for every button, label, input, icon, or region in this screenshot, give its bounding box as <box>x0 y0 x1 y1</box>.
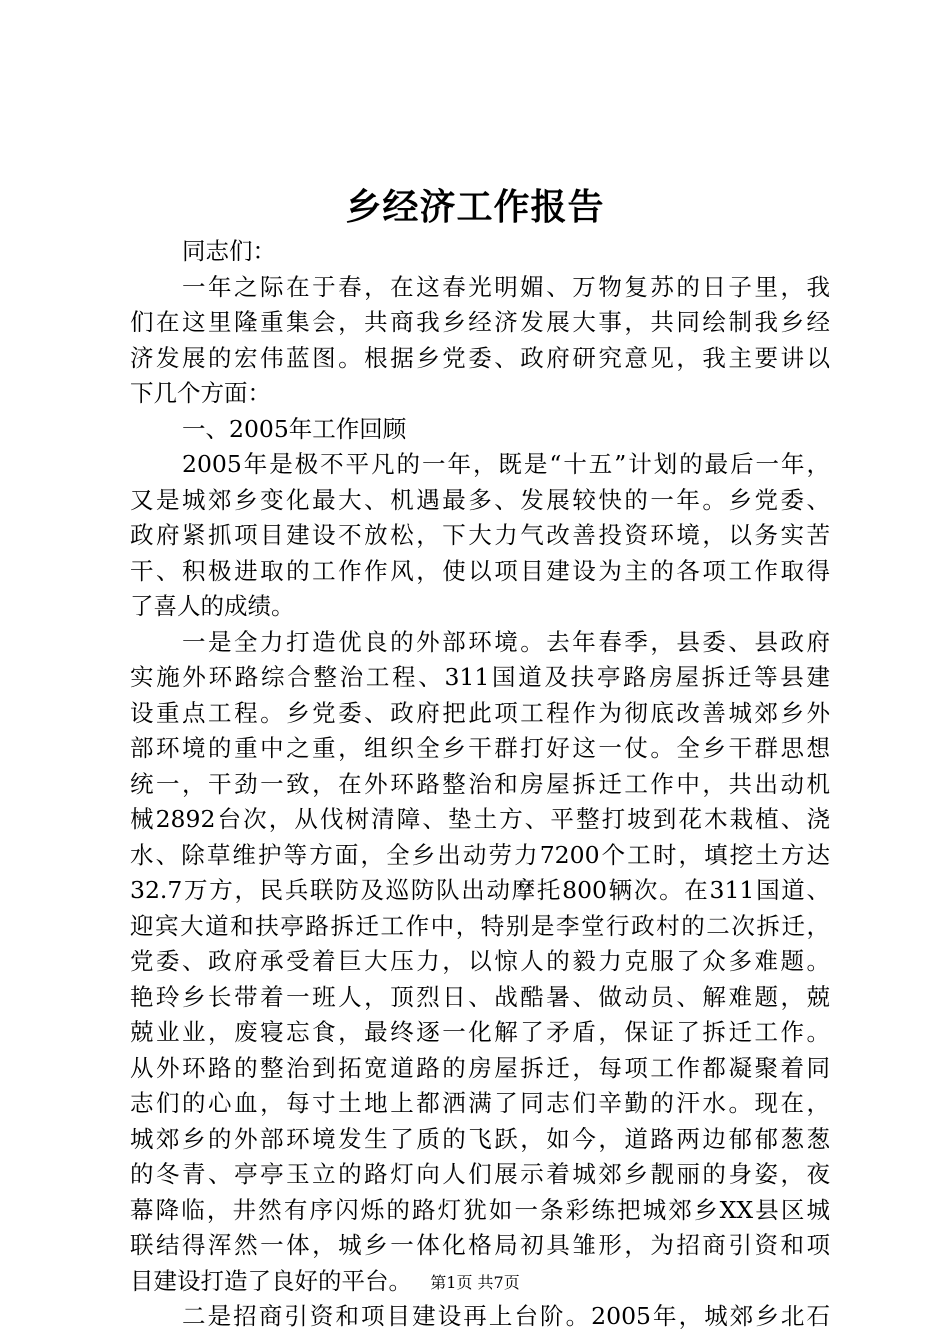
text-line: 们在这里隆重集会，共商我乡经济发展大事，共同绘制我乡经 <box>130 308 830 336</box>
text-line: 下几个方面： <box>130 379 271 407</box>
text-line: 二是招商引资和项目建设再上台阶。2005年，城郊乡北石 <box>182 1302 830 1330</box>
text-line: 设重点工程。乡党委、政府把此项工程作为彻底改善城郊乡外 <box>130 698 830 727</box>
text-line: 32.7万方，民兵联防及巡防队出动摩托800辆次。在311国道、 <box>130 876 830 904</box>
text-line: 又是城郊乡变化最大、机遇最多、发展较快的一年。乡党委、 <box>130 485 830 514</box>
text-line: 志们的心血，每寸土地上都洒满了同志们辛勤的汗水。现在， <box>130 1089 830 1117</box>
text-line: 水、除草维护等方面，全乡出动劳力7200个工时，填挖土方达 <box>130 840 830 869</box>
text-line: 部环境的重中之重，组织全乡干群打好这一仗。全乡干群思想 <box>130 734 830 762</box>
text-line: 械2892台次，从伐树清障、垫土方、平整打坡到花木栽植、浇 <box>130 805 830 833</box>
text-line: 统一，干劲一致，在外环路整治和房屋拆迁工作中，共出动机 <box>130 769 830 798</box>
text-line: 一年之际在于春，在这春光明媚、万物复苏的日子里，我 <box>182 272 830 301</box>
text-line: 了喜人的成绩。 <box>130 592 295 620</box>
page-footer: 第1页 共7页 <box>430 1273 520 1292</box>
text-line: 济发展的宏伟蓝图。根据乡党委、政府研究意见，我主要讲以 <box>130 343 830 372</box>
text-line: 艳玲乡长带着一班人，顶烈日、战酷暑、做动员、解难题，兢 <box>130 982 830 1011</box>
text-line: 一是全力打造优良的外部环境。去年春季，县委、县政府 <box>182 627 830 656</box>
text-line: 的冬青、亭亭玉立的路灯向人们展示着城郊乡靓丽的身姿，夜 <box>130 1160 830 1188</box>
text-line: 党委、政府承受着巨大压力，以惊人的毅力克服了众多难题。 <box>130 947 830 975</box>
document-body <box>130 234 830 1335</box>
text-line: 政府紧抓项目建设不放松，下大力气改善投资环境，以务实苦 <box>130 521 830 549</box>
text-line: 幕降临，井然有序闪烁的路灯犹如一条彩练把城郊乡XX县区城 <box>130 1195 830 1224</box>
text-line: 城郊乡的外部环境发生了质的飞跃，如今，道路两边郁郁葱葱 <box>130 1124 830 1153</box>
text-line: 一、2005年工作回顾 <box>182 414 407 443</box>
text-line: 目建设打造了良好的平台。 <box>130 1266 412 1295</box>
text-line: 迎宾大道和扶亭路拆迁工作中，特别是李堂行政村的二次拆迁， <box>130 911 830 940</box>
text-line: 实施外环路综合整治工程、311国道及扶亭路房屋拆迁等县建 <box>130 663 830 691</box>
text-line: 兢业业，废寝忘食，最终逐一化解了矛盾，保证了拆迁工作。 <box>130 1018 830 1046</box>
text-line: 干、积极进取的工作作风，使以项目建设为主的各项工作取得 <box>130 556 830 585</box>
document-title: 乡经济工作报告 <box>345 186 605 228</box>
text-line: 联结得浑然一体，城乡一体化格局初具雏形，为招商引资和项 <box>130 1231 830 1259</box>
text-line: 同志们： <box>182 237 276 265</box>
text-line: 2005年是极不平凡的一年，既是“十五”计划的最后一年， <box>182 450 830 478</box>
text-line: 从外环路的整治到拓宽道路的房屋拆迁，每项工作都凝聚着同 <box>130 1053 830 1082</box>
